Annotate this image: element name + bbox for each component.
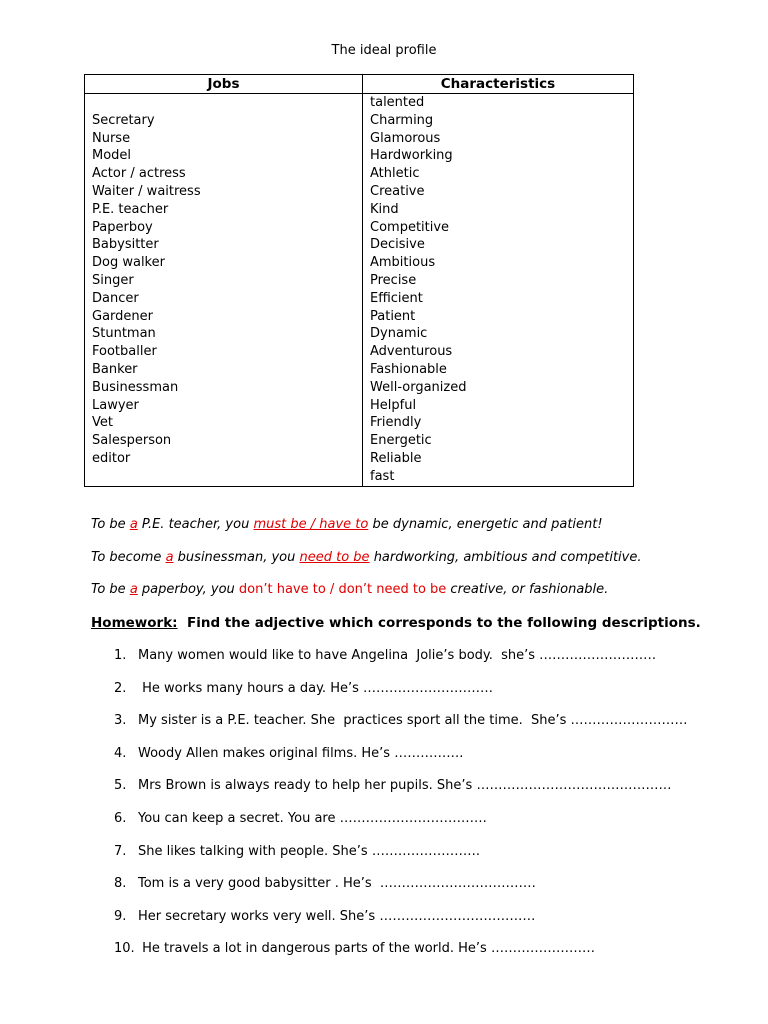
question-number: 1. bbox=[114, 648, 127, 663]
question-number: 5. bbox=[114, 778, 127, 794]
homework-heading bbox=[91, 615, 701, 631]
job-item: Singer bbox=[92, 272, 134, 288]
question-number: 10. bbox=[114, 941, 135, 957]
characteristic-item: Glamorous bbox=[370, 130, 441, 146]
question-number: 2. bbox=[114, 680, 127, 696]
homework-instruction: Find the adjective which corresponds to the following descriptions. bbox=[177, 615, 701, 631]
characteristic-item: Competitive bbox=[370, 219, 450, 235]
characteristic-item: Well-organized bbox=[370, 379, 467, 395]
question-number: 6. bbox=[114, 810, 127, 826]
characteristic-item: Ambitious bbox=[370, 255, 436, 271]
example-text: To be bbox=[91, 517, 130, 532]
job-item: Businessman bbox=[92, 379, 179, 395]
characteristic-item: Precise bbox=[370, 272, 417, 288]
characteristic-item: Reliable bbox=[370, 450, 422, 466]
question-text: Many women would like to have Angelina Jolie’s body. she’s ……………………… bbox=[138, 648, 657, 663]
example-text: To become bbox=[91, 550, 166, 565]
characteristic-item: Fashionable bbox=[370, 361, 447, 377]
characteristic-item: talented bbox=[370, 95, 425, 110]
page-title: The ideal profile bbox=[331, 43, 437, 58]
table-header-row bbox=[85, 75, 634, 94]
characteristic-item: Energetic bbox=[370, 433, 432, 449]
question-text: Tom is a very good babysitter . He’s ……………………………… bbox=[138, 876, 536, 892]
characteristic-item: Efficient bbox=[370, 290, 423, 306]
job-item: Dog walker bbox=[92, 255, 165, 271]
job-item: Dancer bbox=[92, 290, 139, 306]
example-sentence-2 bbox=[91, 550, 641, 565]
question-text: My sister is a P.E. teacher. She practices sport all the time. She’s ……………………… bbox=[138, 713, 688, 729]
example-text: be dynamic, energetic and patient! bbox=[368, 517, 603, 532]
example-modal: don’t have to / don’t need to be bbox=[238, 582, 447, 597]
example-article: a bbox=[165, 550, 174, 565]
job-item: Lawyer bbox=[92, 397, 139, 413]
jobs-cell bbox=[85, 94, 363, 487]
jobs-list bbox=[92, 94, 362, 468]
characteristic-item: fast bbox=[370, 468, 395, 484]
question-number: 4. bbox=[114, 745, 127, 761]
question-text: Woody Allen makes original films. He’s ……………. bbox=[138, 745, 464, 761]
job-item: Stuntman bbox=[92, 326, 156, 342]
characteristic-item: Helpful bbox=[370, 397, 417, 413]
jobs-header: Jobs bbox=[85, 75, 363, 94]
example-text: hardworking, ambitious and competitive. bbox=[369, 550, 642, 565]
example-text: To be bbox=[91, 582, 130, 597]
job-item: editor bbox=[92, 450, 131, 466]
characteristics-cell bbox=[363, 94, 634, 487]
characteristic-item: Creative bbox=[370, 183, 425, 199]
table-body-row bbox=[85, 94, 634, 487]
question-text: She likes talking with people. She’s ……………………. bbox=[138, 843, 480, 859]
job-item: Salesperson bbox=[92, 433, 172, 449]
characteristics-list bbox=[370, 94, 633, 486]
question-text: He works many hours a day. He’s ………………………… bbox=[138, 680, 494, 696]
characteristic-item: Charming bbox=[370, 112, 434, 128]
question-text: You can keep a secret. You are ……………………………. bbox=[138, 810, 487, 826]
example-article: a bbox=[129, 582, 138, 597]
question-number: 9. bbox=[114, 908, 127, 924]
characteristic-item: Adventurous bbox=[370, 344, 453, 360]
job-item: Footballer bbox=[92, 344, 157, 360]
characteristic-item: Athletic bbox=[370, 166, 420, 182]
question-number: 7. bbox=[114, 843, 127, 859]
characteristic-item: Kind bbox=[370, 201, 399, 217]
characteristic-item: Friendly bbox=[370, 415, 422, 431]
example-modal: need to be bbox=[299, 550, 370, 565]
job-item: Gardener bbox=[92, 308, 153, 324]
job-item: Paperboy bbox=[92, 219, 153, 235]
characteristic-item: Patient bbox=[370, 308, 416, 324]
profile-table bbox=[84, 74, 634, 487]
job-item: Banker bbox=[92, 361, 138, 377]
job-item: Actor / actress bbox=[92, 166, 186, 182]
characteristic-item: Hardworking bbox=[370, 148, 453, 164]
example-sentence-3 bbox=[91, 582, 608, 597]
characteristics-header: Characteristics bbox=[363, 75, 634, 94]
job-item: Waiter / waitress bbox=[92, 183, 201, 199]
example-text: creative, or fashionable. bbox=[446, 582, 609, 597]
example-text: businessman, you bbox=[173, 550, 300, 565]
example-sentence-1 bbox=[91, 517, 603, 532]
characteristic-item: Decisive bbox=[370, 237, 425, 253]
question-text: Mrs Brown is always ready to help her pupils. She’s ……………………………………… bbox=[138, 778, 672, 794]
job-item: Vet bbox=[92, 415, 113, 431]
characteristic-item: Dynamic bbox=[370, 326, 428, 342]
example-text: paperboy, you bbox=[137, 582, 239, 597]
homework-label: Homework: bbox=[91, 615, 178, 631]
job-item: Babysitter bbox=[92, 237, 159, 253]
question-number: 8. bbox=[114, 876, 127, 892]
job-item: P.E. teacher bbox=[92, 201, 169, 217]
job-item: Model bbox=[92, 148, 132, 164]
question-text: He travels a lot in dangerous parts of the world. He’s …………………… bbox=[138, 941, 595, 957]
job-item: Secretary bbox=[92, 112, 155, 128]
example-text: P.E. teacher, you bbox=[137, 517, 254, 532]
job-item: Nurse bbox=[92, 130, 131, 146]
question-text: Her secretary works very well. She’s ……………………………… bbox=[138, 908, 536, 924]
question-number: 3. bbox=[114, 713, 127, 729]
example-modal: must be / have to bbox=[253, 517, 369, 532]
example-article: a bbox=[129, 517, 138, 532]
